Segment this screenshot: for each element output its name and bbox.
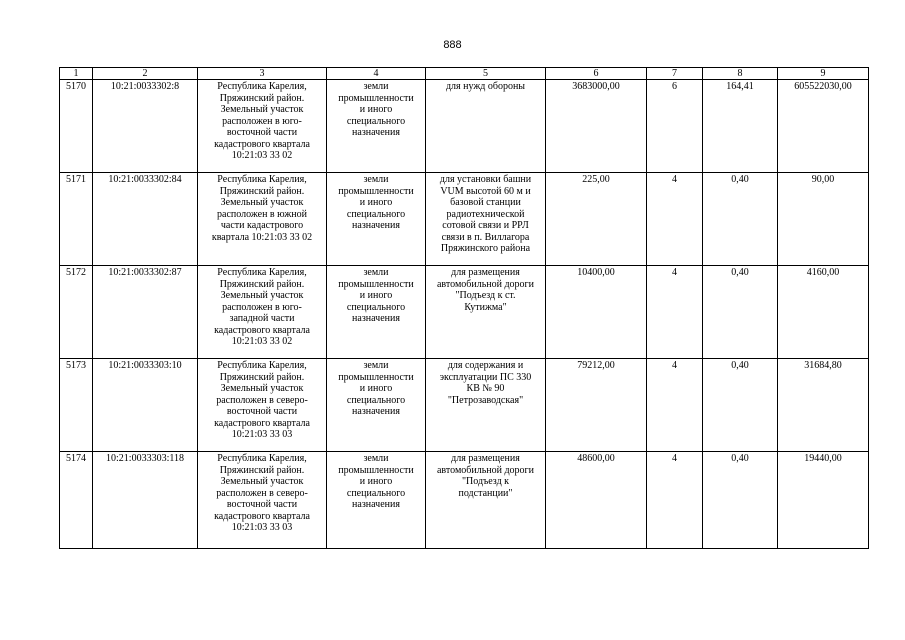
- header-cell-5: 5: [426, 68, 546, 80]
- row-number-cell: 5170: [60, 80, 93, 173]
- location-cell-line: восточной части: [226, 499, 298, 510]
- permitted-use-cell-line: для размещения: [451, 453, 520, 464]
- land-category-cell-line: специального: [346, 394, 406, 406]
- location-cell: [198, 80, 327, 173]
- cadastral-value-cell: 31684,80: [778, 359, 869, 452]
- table-row: [60, 359, 869, 452]
- land-category-cell: [327, 80, 426, 173]
- location-cell-line: 10:21:03 33 02: [231, 336, 293, 347]
- land-category-cell-line: земли: [363, 360, 389, 371]
- location-cell-line: Республика Карелия,: [217, 267, 307, 278]
- land-category-cell-line: промышленности: [338, 371, 414, 383]
- land-category-cell-line: земли: [363, 81, 389, 92]
- cadastral-value-cell: 4160,00: [778, 266, 869, 359]
- header-row: [60, 68, 869, 80]
- location-cell-line: западной части: [229, 313, 295, 324]
- land-category-cell-line: специального: [346, 487, 406, 499]
- permitted-use-cell-line: Пряжинского района: [440, 243, 531, 254]
- rate-cell: 6: [647, 80, 703, 173]
- location-cell: [198, 266, 327, 359]
- land-category-cell-line: и иного: [359, 104, 393, 115]
- table-row: [60, 80, 869, 173]
- permitted-use-cell-line: эксплуатации ПС 330: [439, 371, 532, 383]
- location-cell-line: 10:21:03 33 03: [231, 429, 293, 440]
- location-cell-line: расположен в южной: [217, 208, 307, 220]
- permitted-use-cell-line: Кутижма": [464, 301, 507, 313]
- location-cell: [198, 359, 327, 452]
- location-cell-line: Земельный участок: [220, 383, 304, 394]
- permitted-use-cell-line: для размещения: [451, 267, 520, 278]
- land-category-cell: [327, 452, 426, 549]
- coefficient-cell: 164,41: [703, 80, 778, 173]
- location-cell: [198, 452, 327, 549]
- permitted-use-cell-line: "Подъезд к ст.: [455, 290, 516, 301]
- permitted-use-cell-line: VUM высотой 60 м и: [440, 185, 531, 197]
- header-cell-1: 1: [60, 68, 93, 80]
- location-cell-line: восточной части: [226, 406, 298, 417]
- land-category-cell: [327, 173, 426, 266]
- location-cell-line: расположен в юго-: [222, 115, 302, 127]
- location-cell-line: расположен в северо-: [216, 487, 308, 499]
- land-category-cell-line: и иного: [359, 383, 393, 394]
- table-row: [60, 266, 869, 359]
- land-category-cell-line: назначения: [352, 499, 400, 510]
- rate-cell: 4: [647, 359, 703, 452]
- land-category-cell-line: назначения: [352, 313, 400, 324]
- coefficient-cell: 0,40: [703, 452, 778, 549]
- cadastral-number-cell: 10:21:0033303:118: [93, 452, 198, 549]
- land-category-cell-line: земли: [363, 267, 389, 278]
- land-category-cell-line: назначения: [352, 406, 400, 417]
- permitted-use-cell-line: автомобильной дороги: [436, 278, 535, 290]
- cadastral-value-cell: 19440,00: [778, 452, 869, 549]
- land-category-cell-line: и иного: [359, 197, 393, 208]
- location-cell-line: Пряжинский район.: [219, 92, 305, 104]
- land-category-cell-line: специального: [346, 301, 406, 313]
- area-cell: 3683000,00: [546, 80, 647, 173]
- cadastral-number-cell: 10:21:0033302:84: [93, 173, 198, 266]
- rate-cell: 4: [647, 173, 703, 266]
- permitted-use-cell-line: сотовой связи и РРЛ: [442, 220, 529, 231]
- coefficient-cell: 0,40: [703, 359, 778, 452]
- land-category-cell-line: промышленности: [338, 464, 414, 476]
- cadastral-number-cell: 10:21:0033302:8: [93, 80, 198, 173]
- row-number-cell: 5171: [60, 173, 93, 266]
- location-cell: [198, 173, 327, 266]
- cadastral-number-cell: 10:21:0033302:87: [93, 266, 198, 359]
- row-number-cell: 5172: [60, 266, 93, 359]
- location-cell-line: Республика Карелия,: [217, 453, 307, 464]
- location-cell-line: Пряжинский район.: [219, 371, 305, 383]
- header-cell-4: 4: [327, 68, 426, 80]
- location-cell-line: квартала 10:21:03 33 02: [211, 231, 313, 243]
- header-cell-3: 3: [198, 68, 327, 80]
- permitted-use-cell: [426, 173, 546, 266]
- location-cell-line: Республика Карелия,: [217, 360, 307, 371]
- table-row: [60, 452, 869, 549]
- rate-cell: 4: [647, 266, 703, 359]
- location-cell-line: 10:21:03 33 03: [231, 522, 293, 533]
- area-cell: 225,00: [546, 173, 647, 266]
- coefficient-cell: 0,40: [703, 266, 778, 359]
- location-cell-line: расположен в северо-: [216, 394, 308, 406]
- cadastral-value-cell: 90,00: [778, 173, 869, 266]
- permitted-use-cell-line: "Подъезд к: [461, 476, 510, 487]
- rate-cell: 4: [647, 452, 703, 549]
- location-cell-line: Республика Карелия,: [217, 174, 307, 185]
- land-plots-table: [59, 67, 869, 549]
- location-cell-line: Пряжинский район.: [219, 278, 305, 290]
- coefficient-cell: 0,40: [703, 173, 778, 266]
- permitted-use-cell-line: связи в п. Виллагора: [441, 231, 530, 243]
- area-cell: 10400,00: [546, 266, 647, 359]
- cadastral-number-cell: 10:21:0033303:10: [93, 359, 198, 452]
- page-number: 888: [443, 39, 462, 51]
- cadastral-value-cell: 605522030,00: [778, 80, 869, 173]
- location-cell-line: Земельный участок: [220, 476, 304, 487]
- area-cell: 79212,00: [546, 359, 647, 452]
- table-body: [60, 80, 869, 549]
- location-cell-line: восточной части: [226, 127, 298, 138]
- area-cell: 48600,00: [546, 452, 647, 549]
- location-cell-line: кадастрового квартала: [214, 138, 310, 150]
- header-cell-7: 7: [647, 68, 703, 80]
- permitted-use-cell-line: "Петрозаводская": [447, 394, 524, 406]
- land-category-cell: [327, 266, 426, 359]
- permitted-use-cell-line: для нужд обороны: [445, 81, 526, 92]
- permitted-use-cell-line: для установки башни: [439, 174, 532, 185]
- location-cell-line: части кадастрового: [220, 220, 304, 231]
- header-cell-8: 8: [703, 68, 778, 80]
- location-cell-line: кадастрового квартала: [214, 510, 310, 522]
- land-category-cell-line: земли: [363, 174, 389, 185]
- land-category-cell-line: и иного: [359, 290, 393, 301]
- land-category-cell-line: промышленности: [338, 278, 414, 290]
- permitted-use-cell-line: подстанции": [458, 487, 513, 499]
- header-cell-6: 6: [546, 68, 647, 80]
- permitted-use-cell: [426, 80, 546, 173]
- location-cell-line: Пряжинский район.: [219, 464, 305, 476]
- location-cell-line: Пряжинский район.: [219, 185, 305, 197]
- table-row: [60, 173, 869, 266]
- location-cell-line: Земельный участок: [220, 197, 304, 208]
- permitted-use-cell-line: автомобильной дороги: [436, 464, 535, 476]
- land-category-cell-line: специального: [346, 115, 406, 127]
- row-number-cell: 5174: [60, 452, 93, 549]
- location-cell-line: 10:21:03 33 02: [231, 150, 293, 161]
- land-category-cell-line: и иного: [359, 476, 393, 487]
- permitted-use-cell: [426, 359, 546, 452]
- permitted-use-cell-line: КВ № 90: [466, 383, 505, 394]
- land-category-cell-line: специального: [346, 208, 406, 220]
- location-cell-line: Земельный участок: [220, 290, 304, 301]
- permitted-use-cell: [426, 452, 546, 549]
- location-cell-line: кадастрового квартала: [214, 417, 310, 429]
- land-category-cell-line: земли: [363, 453, 389, 464]
- location-cell-line: Республика Карелия,: [217, 81, 307, 92]
- permitted-use-cell-line: радиотехнической: [446, 208, 525, 220]
- land-category-cell: [327, 359, 426, 452]
- land-category-cell-line: промышленности: [338, 92, 414, 104]
- permitted-use-cell-line: базовой станции: [450, 197, 521, 208]
- location-cell-line: кадастрового квартала: [214, 324, 310, 336]
- land-category-cell-line: промышленности: [338, 185, 414, 197]
- header-cell-2: 2: [93, 68, 198, 80]
- permitted-use-cell: [426, 266, 546, 359]
- location-cell-line: расположен в юго-: [222, 301, 302, 313]
- permitted-use-cell-line: для содержания и: [447, 360, 524, 371]
- location-cell-line: Земельный участок: [220, 104, 304, 115]
- land-category-cell-line: назначения: [352, 220, 400, 231]
- header-cell-9: 9: [778, 68, 869, 80]
- land-category-cell-line: назначения: [352, 127, 400, 138]
- row-number-cell: 5173: [60, 359, 93, 452]
